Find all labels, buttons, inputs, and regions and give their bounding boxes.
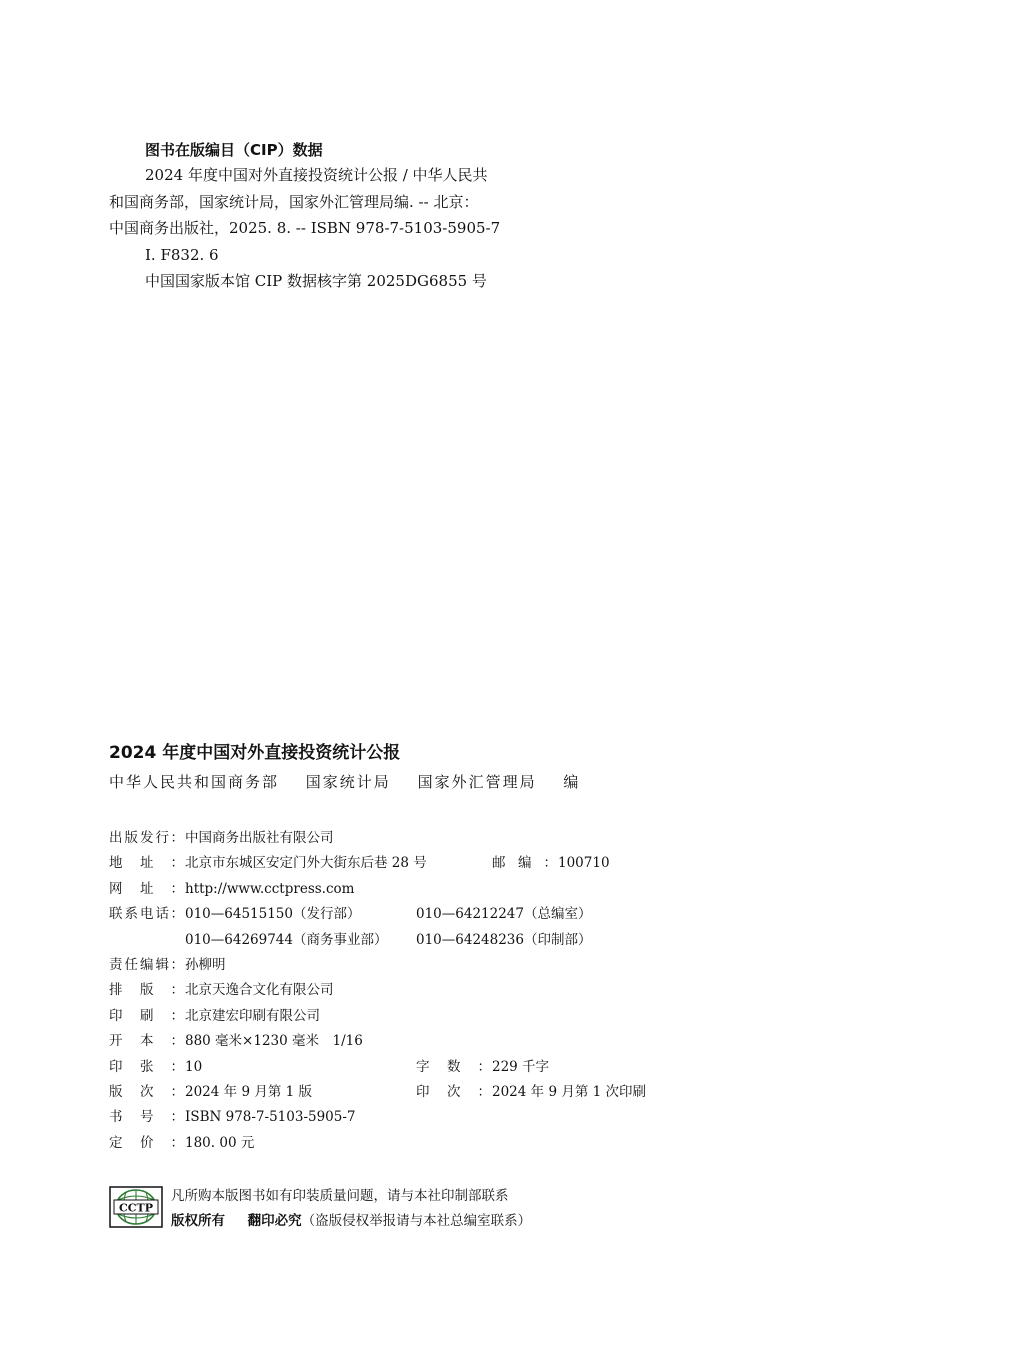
cip-line-4: Ⅰ. F832. 6 <box>145 245 219 264</box>
no-reprint-bold: 翻印必究 <box>247 1213 302 1229</box>
format-label: 开 本 ： <box>109 1033 184 1050</box>
editor-value: 孙柳明 <box>185 956 226 973</box>
phone-row-1 <box>109 902 669 927</box>
words-value: 229 千字 <box>492 1058 550 1075</box>
format-value: 880 毫米×1230 毫米 1/16 <box>185 1033 363 1050</box>
editor-mofcom: 中华人民共和国商务部 <box>109 773 280 791</box>
sheets-label: 印 张 ： <box>109 1058 184 1075</box>
copyright-notice <box>171 1209 531 1229</box>
isbn-value: ISBN 978-7-5103-5905-7 <box>185 1109 356 1126</box>
cctp-logo-icon <box>109 1186 163 1228</box>
website-label: 网 址 ： <box>109 880 184 897</box>
cip-line-5: 中国国家版本馆 CIP 数据核字第 2025DG6855 号 <box>145 272 487 290</box>
footer-notice <box>109 1184 609 1230</box>
website-link[interactable]: http://www.cctpress.com <box>185 880 355 897</box>
editor-row <box>109 953 669 978</box>
format-row <box>109 1029 669 1054</box>
publisher-label: 出 版 发 行 ： <box>109 830 184 846</box>
phone-sales: 010—64515150（发行部） <box>185 906 361 923</box>
phone-general-office: 010—64212247（总编室） <box>416 906 592 923</box>
printing-group <box>416 1080 646 1105</box>
book-editors <box>109 769 669 795</box>
phone-printing: 010—64248236（印制部） <box>416 931 592 948</box>
sheets-row <box>109 1055 669 1080</box>
printer-row <box>109 1004 669 1029</box>
editor-nbs: 国家统计局 <box>305 773 391 791</box>
printing-label: 印 次 ： <box>416 1083 491 1100</box>
price-row <box>109 1131 669 1156</box>
book-title: 2024 年度中国对外直接投资统计公报 <box>109 743 401 763</box>
typeset-value: 北京天逸合文化有限公司 <box>185 982 334 999</box>
printer-value: 北京建宏印刷有限公司 <box>185 1007 320 1024</box>
publisher-row <box>109 826 669 851</box>
publisher-value: 中国商务出版社有限公司 <box>185 830 334 846</box>
price-label: 定 价 ： <box>109 1134 184 1151</box>
isbn-row <box>109 1105 669 1130</box>
cip-line-3: 中国商务出版社，2025. 8. -- ISBN 978-7-5103-5905-7 <box>109 219 501 237</box>
price-value: 180. 00 元 <box>185 1134 255 1151</box>
cip-title: 图书在版编目（CIP）数据 <box>145 141 323 159</box>
cip-block <box>109 138 549 295</box>
copyright-bold: 版权所有 <box>171 1213 225 1229</box>
sheets-value: 10 <box>185 1058 203 1075</box>
quality-notice: 凡所购本版图书如有印装质量问题，请与本社印制部联系 <box>171 1188 509 1204</box>
address-row <box>109 851 669 876</box>
edition-value: 2024 年 9 月第 1 版 <box>185 1083 312 1100</box>
words-group <box>416 1055 549 1080</box>
printer-label: 印 刷 ： <box>109 1007 184 1024</box>
editor-label: 责 任 编 辑 ： <box>109 956 184 973</box>
publication-info <box>109 826 669 1156</box>
editor-suffix: 编 <box>563 773 581 791</box>
edition-row <box>109 1080 669 1105</box>
address-label: 地 址 ： <box>109 855 184 872</box>
editor-safe: 国家外汇管理局 <box>417 773 537 791</box>
postcode-value: 100710 <box>558 855 610 872</box>
phone-business: 010—64269744（商务事业部） <box>185 931 388 948</box>
cip-line-2: 和国商务部，国家统计局，国家外汇管理局编. -- 北京： <box>109 192 479 211</box>
typeset-row <box>109 978 669 1003</box>
words-label: 字 数 ： <box>416 1058 491 1075</box>
phone-row-2 <box>109 928 669 953</box>
postcode-group <box>492 851 610 876</box>
printing-value: 2024 年 9 月第 1 次印刷 <box>492 1083 646 1100</box>
phone-label: 联 系 电 话 ： <box>109 906 184 923</box>
edition-label: 版 次 ： <box>109 1083 184 1100</box>
typeset-label: 排 版 ： <box>109 982 184 999</box>
website-row <box>109 877 669 902</box>
book-block <box>109 740 669 795</box>
cip-line-1: 2024 年度中国对外直接投资统计公报 / 中华人民共 <box>145 166 488 184</box>
postcode-label: 邮 编 ： <box>492 855 557 872</box>
svg-text:CCTP: CCTP <box>119 1201 153 1215</box>
piracy-report-text: （盗版侵权举报请与本社总编室联系） <box>301 1213 532 1229</box>
isbn-label: 书 号 ： <box>109 1109 184 1126</box>
address-value: 北京市东城区安定门外大街东后巷 28 号 <box>185 855 427 872</box>
